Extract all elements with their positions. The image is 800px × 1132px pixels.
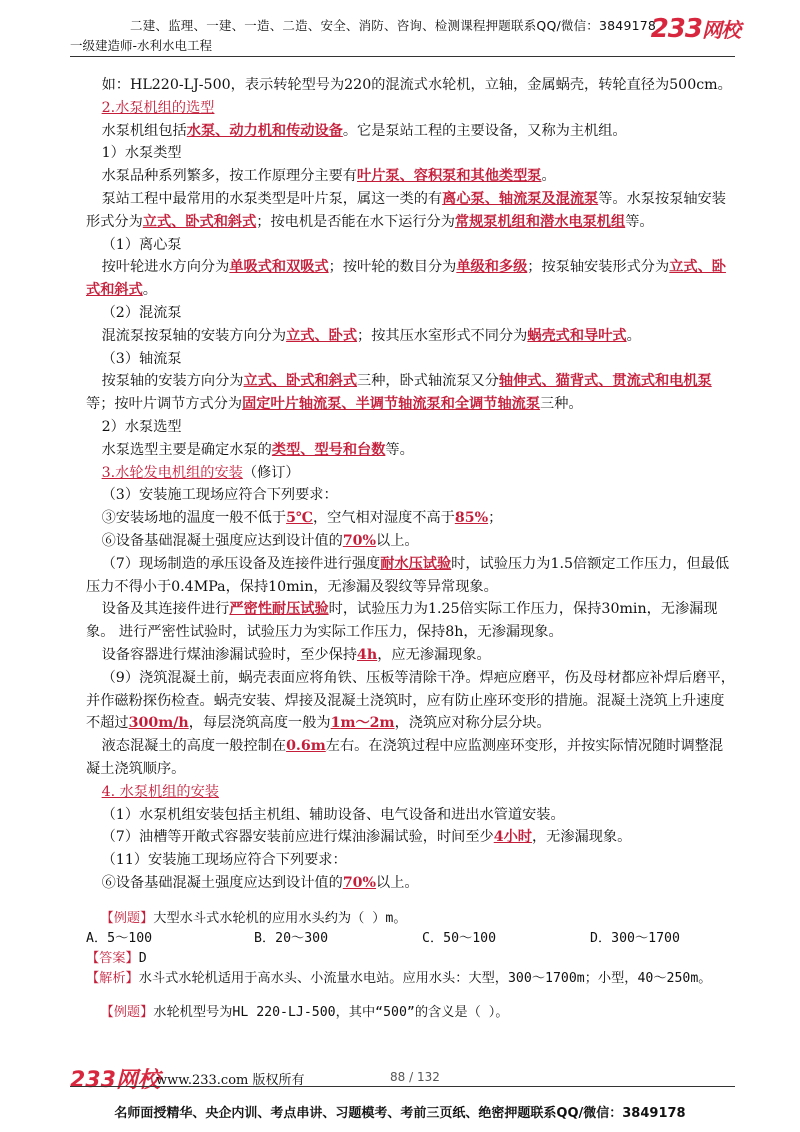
paragraph: ⑥设备基础混凝土强度应达到设计值的70%以上。: [101, 532, 419, 549]
header-subject: 一级建造师-水利水电工程: [70, 38, 213, 53]
example-options: [86, 929, 736, 949]
option-d: D．300～1700: [590, 930, 680, 946]
footer-logo: 233网校: [70, 1068, 160, 1093]
header-divider: [70, 56, 735, 57]
paragraph: 混流泵按泵轴的安装方向分为立式、卧式；按其压水室形式不同分为蜗壳式和导叶式。: [101, 327, 641, 344]
example-question-2: 【例题】水轮机型号为HL 220-LJ-500，其中“500”的含义是（ ）。: [100, 1004, 509, 1020]
page-header: [70, 12, 740, 52]
paragraph: 1）水泵类型: [101, 145, 182, 162]
brand-logo: 233网校: [650, 14, 740, 44]
paragraph: 设备及其连接件进行严密性耐压试验时，试验压力为1.25倍实际工作压力，保持30min，无渗漏现象。 进行严密性试验时，试验压力为实际工作压力，保持8h，无渗漏现象。: [86, 601, 718, 641]
option-b: B．20～300: [254, 930, 329, 946]
section-heading-3: 3.水轮发电机组的安装（修订）: [101, 464, 300, 481]
footer-site[interactable]: www.233.com 版权所有: [156, 1073, 305, 1088]
option-a: A．5～100: [86, 930, 153, 946]
paragraph: （7）现场制造的承压设备及连接件进行强度耐水压试验时，试验压力为1.5倍额定工作压力，但最低压力不得小于0.4MPa，保持10min，无渗漏及裂纹等异常现象。: [86, 555, 730, 595]
paragraph: 水泵选型主要是确定水泵的类型、型号和台数等。: [101, 441, 414, 458]
paragraph: （11）安装施工现场应符合下列要求：: [101, 852, 347, 869]
page-content: [86, 74, 736, 1023]
example-answer: 【答案】D: [86, 950, 147, 966]
paragraph: （9）浇筑混凝土前，蜗壳表面应将角铁、压板等清除干净。焊疤应磨平，伤及母材都应补焊后磨平，并作磁粉探伤检查。蜗壳安装、焊接及混凝土浇筑时，应有防止座环变形的措施。混凝土浇筑上升速度不超过300m/h，每层浇筑高度一般为1m～2m，浇筑应对称分层分块。: [86, 669, 735, 732]
paragraph: 液态混凝土的高度一般控制在0.6m左右。在浇筑过程中应监测座环变形，并按实际情况随时调整混凝土浇筑顺序。: [86, 738, 724, 777]
paragraph: （1）离心泵: [101, 236, 182, 253]
paragraph: 按叶轮进水方向分为单吸式和双吸式；按叶轮的数目分为单级和多级；按泵轴安装形式分为立式、卧式和斜式。: [86, 259, 726, 299]
paragraph: 设备容器进行煤油渗漏试验时，至少保持4h，应无渗漏现象。: [101, 646, 491, 663]
example-question-1: 【例题】大型水斗式水轮机的应用水头约为（ ）m。: [100, 910, 407, 926]
option-c: C．50～100: [422, 930, 497, 946]
header-contact-line: 二建、监理、一建、一造、二造、安全、消防、咨询、检测课程押题联系QQ/微信：3849178: [130, 18, 657, 33]
paragraph: （7）油槽等开敞式容器安装前应进行煤油渗漏试验，时间至少4小时，无渗漏现象。: [101, 829, 632, 846]
footer-contact-line: 名师面授精华、央企内训、考点串讲、习题模考、考前三页纸、绝密押题联系QQ/微信：3849178: [114, 1106, 686, 1121]
paragraph: 水泵品种系列繁多，按工作原理分主要有叶片泵、容积泵和其他类型泵。: [101, 168, 556, 185]
paragraph: （2）混流泵: [101, 304, 182, 321]
example-explanation: 【解析】水斗式水轮机适用于高水头、小流量水电站。应用水头：大型，300～1700m；小型，40～250m。: [86, 970, 712, 986]
paragraph: 按泵轴的安装方向分为立式、卧式和斜式三种，卧式轴流泵又分轴伸式、猫背式、贯流式和电机泵等；按叶片调节方式分为固定叶片轴流泵、半调节轴流泵和全调节轴流泵三种。: [86, 373, 712, 413]
section-heading-4: 4. 水泵机组的安装: [101, 783, 219, 800]
paragraph: （1）水泵机组安装包括主机组、辅助设备、电气设备和进出水管道安装。: [101, 806, 565, 823]
paragraph: （3）轴流泵: [101, 350, 182, 367]
page-number: 88 / 132: [390, 1070, 440, 1084]
paragraph: 水泵机组包括水泵、动力机和传动设备。它是泵站工程的主要设备，又称为主机组。: [101, 122, 627, 139]
paragraph: 如：HL220-LJ-500，表示转轮型号为220的混流式水轮机，立轴，金属蜗壳，转轮直径为500cm。: [101, 77, 732, 93]
paragraph: ⑥设备基础混凝土强度应达到设计值的70%以上。: [101, 874, 419, 891]
section-heading-2: 2.水泵机组的选型: [101, 99, 215, 116]
footer-divider: [70, 1086, 735, 1087]
paragraph: 2）水泵选型: [101, 418, 182, 435]
paragraph: （3）安装施工现场应符合下列要求：: [101, 487, 338, 504]
paragraph: ③安装场地的温度一般不低于5℃，空气相对湿度不高于85%；: [101, 510, 503, 527]
paragraph: 泵站工程中最常用的水泵类型是叶片泵，属这一类的有离心泵、轴流泵及混流泵等。水泵按泵轴安装形式分为立式、卧式和斜式；按电机是否能在水下运行分为常规泵机组和潜水电泵机组等。: [86, 190, 726, 230]
